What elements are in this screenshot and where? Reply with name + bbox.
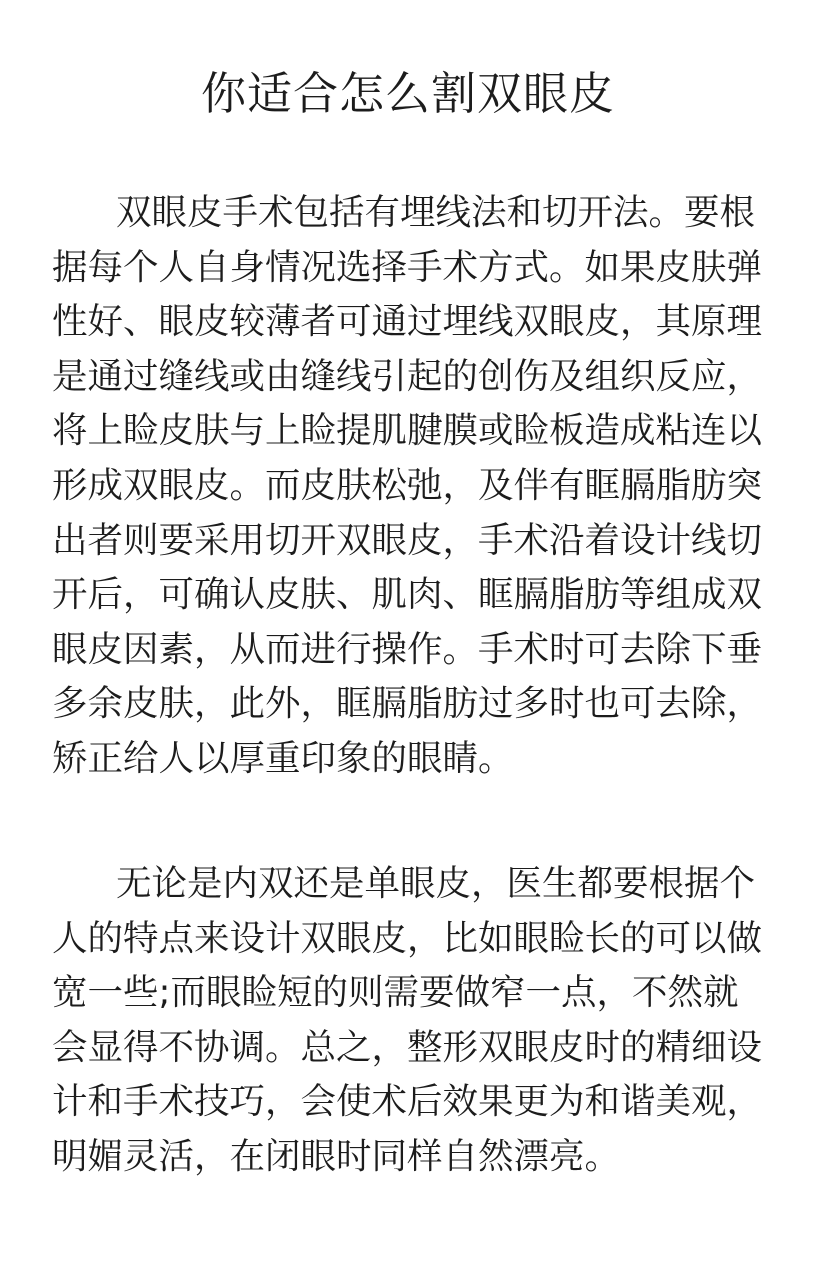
paragraph-line: 将上睑皮肤与上睑提肌腱膜或睑板造成粘连以 xyxy=(52,410,763,452)
paragraph-line: 据每个人自身情况选择手术方式。如果皮肤弹 xyxy=(52,246,763,288)
paragraph-line: 是通过缝线或由缝线引起的创伤及组织反应， xyxy=(52,355,763,397)
paragraph-line: 人的特点来设计双眼皮，比如眼睑长的可以做 xyxy=(52,917,763,959)
paragraph-line: 会显得不协调。总之，整形双眼皮时的精细设 xyxy=(52,1026,763,1068)
paragraph-line: 双眼皮手术包括有埋线法和切开法。要根 xyxy=(116,192,756,233)
paragraph-line: 眼皮因素，从而进行操作。手术时可去除下垂 xyxy=(52,628,763,670)
article-paragraph-1 xyxy=(52,186,774,787)
article-paragraph-2 xyxy=(52,857,774,1185)
paragraph-line: 计和手术技巧，会使术后效果更为和谐美观， xyxy=(52,1081,763,1123)
paragraph-line: 明媚灵活，在闭眼时同样自然漂亮。 xyxy=(52,1135,621,1177)
paragraph-line: 性好、眼皮较薄者可通过埋线双眼皮，其原理 xyxy=(52,301,763,343)
paragraph-line: 出者则要采用切开双眼皮，手术沿着设计线切 xyxy=(52,519,763,561)
paragraph-line: 宽一些;而眼睑短的则需要做窄一点，不然就 xyxy=(52,972,739,1014)
paragraph-line: 形成双眼皮。而皮肤松弛，及伴有眶膈脂肪突 xyxy=(52,464,763,506)
paragraph-line: 矫正给人以厚重印象的眼睛。 xyxy=(52,737,514,779)
article-title: 你适合怎么割双眼皮 xyxy=(200,67,615,120)
paragraph-line: 多余皮肤，此外，眶膈脂肪过多时也可去除， xyxy=(52,683,763,725)
paragraph-line: 无论是内双还是单眼皮，医生都要根据个 xyxy=(116,863,756,904)
paragraph-line: 开后，可确认皮肤、肌肉、眶膈脂肪等组成双 xyxy=(52,574,763,616)
